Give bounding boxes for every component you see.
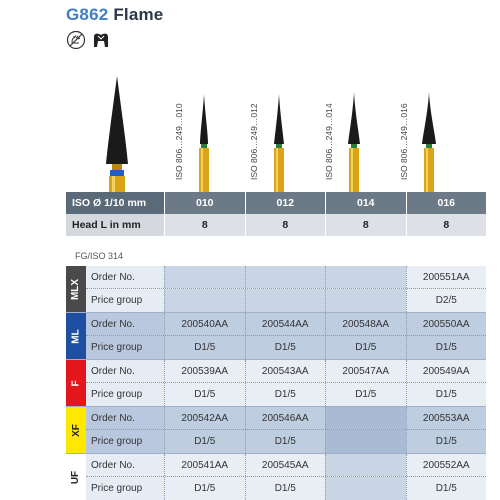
no-hand-icon: [66, 30, 86, 50]
usage-icons: [66, 30, 111, 50]
price-label: Price group: [91, 295, 143, 306]
order-cell: 200548AA: [325, 313, 406, 335]
tooth-icon: [91, 30, 111, 50]
price-row: [86, 336, 486, 359]
price-cell: D1/5: [406, 383, 487, 406]
iso-label-010: ISO 806…249…010: [174, 103, 184, 180]
bur-large-illustration: [106, 76, 128, 192]
price-cell: D1/5: [406, 477, 487, 500]
grit-group-xf: [66, 407, 486, 454]
order-cell: [325, 454, 406, 476]
price-cell: D1/5: [164, 430, 245, 453]
order-row: [86, 313, 486, 336]
order-cell: 200541AA: [164, 454, 245, 476]
order-cell: [325, 266, 406, 288]
order-cell: 200544AA: [245, 313, 326, 335]
order-cell: [164, 266, 245, 288]
bur-012-illustration: [274, 94, 284, 192]
order-row: [86, 407, 486, 430]
order-label: Order No.: [91, 318, 135, 330]
spec-iso-label: ISO Ø 1/10 mm: [72, 197, 147, 209]
iso-label-014: ISO 806…249…014: [324, 103, 334, 180]
order-row: [86, 454, 486, 477]
spec-size-014: 014: [325, 192, 406, 214]
price-label: Price group: [91, 483, 143, 494]
price-cell: D2/5: [406, 289, 487, 312]
grit-tag-uf: UF: [66, 454, 86, 500]
spec-head-012: 8: [245, 214, 326, 236]
grit-tag-mlx: MLX: [66, 266, 86, 312]
price-cell: D1/5: [325, 383, 406, 406]
order-cell: 200552AA: [406, 454, 487, 476]
price-cell: [325, 289, 406, 312]
grit-group-mlx: [66, 266, 486, 313]
spec-head-010: 8: [164, 214, 245, 236]
price-cell: D1/5: [164, 336, 245, 359]
order-cell: 200545AA: [245, 454, 326, 476]
price-cell: D1/5: [325, 336, 406, 359]
price-label: Price group: [91, 342, 143, 353]
spec-size-016: 016: [406, 192, 487, 214]
spec-row-head: [66, 214, 486, 236]
order-label: Order No.: [91, 412, 135, 424]
price-cell: [164, 289, 245, 312]
spec-row-iso: [66, 192, 486, 214]
spec-head-label: Head L in mm: [66, 214, 164, 236]
order-cell: 200543AA: [245, 360, 326, 382]
order-row: [86, 360, 486, 383]
spec-head-014: 8: [325, 214, 406, 236]
order-cell: 200539AA: [164, 360, 245, 382]
spec-size-010: 010: [164, 192, 245, 214]
price-cell: D1/5: [245, 336, 326, 359]
price-cell: [325, 430, 406, 453]
iso-label-012: ISO 806…249…012: [249, 103, 259, 180]
bur-014-illustration: [348, 92, 360, 192]
order-cell: 200553AA: [406, 407, 487, 429]
order-label: Order No.: [91, 365, 135, 377]
price-cell: D1/5: [164, 477, 245, 500]
price-cell: D1/5: [406, 336, 487, 359]
order-cell: [325, 407, 406, 429]
price-cell: [245, 289, 326, 312]
price-row: [86, 477, 486, 500]
bur-illustrations: [66, 72, 486, 192]
order-cell: [245, 266, 326, 288]
price-cell: D1/5: [245, 430, 326, 453]
product-code: G862: [66, 5, 109, 24]
price-row: [86, 430, 486, 453]
order-cell: 200546AA: [245, 407, 326, 429]
product-name: Flame: [113, 5, 164, 24]
price-label: Price group: [91, 389, 143, 400]
spec-table: [66, 192, 486, 236]
order-cell: 200540AA: [164, 313, 245, 335]
norm-label: FG/ISO 314: [75, 251, 124, 261]
price-cell: [325, 477, 406, 500]
spec-head-016: 8: [406, 214, 487, 236]
order-label: Order No.: [91, 271, 135, 283]
grit-group-uf: [66, 454, 486, 500]
price-cell: D1/5: [245, 383, 326, 406]
grit-tag-xf: XF: [66, 407, 86, 453]
order-cell: 200551AA: [406, 266, 487, 288]
order-label: Order No.: [91, 459, 135, 471]
order-table: [66, 266, 486, 500]
order-row: [86, 266, 486, 289]
price-row: [86, 289, 486, 312]
order-cell: 200542AA: [164, 407, 245, 429]
grit-group-f: [66, 360, 486, 407]
grit-tag-ml: ML: [66, 313, 86, 359]
grit-group-ml: [66, 313, 486, 360]
bur-016-illustration: [422, 92, 436, 192]
price-cell: D1/5: [406, 430, 487, 453]
order-cell: 200549AA: [406, 360, 487, 382]
order-cell: 200550AA: [406, 313, 487, 335]
price-row: [86, 383, 486, 406]
price-cell: D1/5: [164, 383, 245, 406]
bur-010-illustration: [199, 94, 209, 192]
spec-size-012: 012: [245, 192, 326, 214]
order-cell: 200547AA: [325, 360, 406, 382]
grit-tag-f: F: [66, 360, 86, 406]
price-cell: D1/5: [245, 477, 326, 500]
iso-label-016: ISO 806…249…016: [399, 103, 409, 180]
price-label: Price group: [91, 436, 143, 447]
page-title: [66, 5, 163, 25]
